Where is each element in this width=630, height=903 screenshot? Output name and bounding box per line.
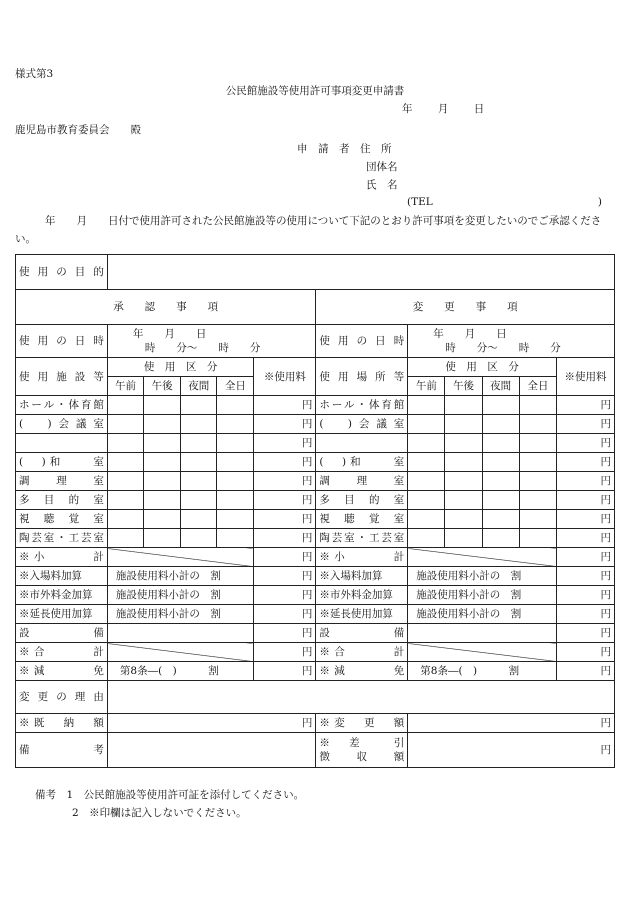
changed-period-cell[interactable] — [482, 529, 519, 548]
approved-period-cell[interactable] — [217, 396, 254, 415]
facility-row — [16, 472, 615, 491]
changed-period-cell[interactable] — [482, 415, 519, 434]
facility-row — [16, 453, 615, 472]
period-pm: 午後 — [144, 377, 181, 396]
changed-period-cell[interactable] — [482, 453, 519, 472]
approved-facility-name: ( )和 室 — [16, 453, 108, 472]
changed-period-cell[interactable] — [445, 529, 482, 548]
intro-text: 年 月 日付で使用許可された公民館施設等の使用について下記のとおり許可事項を変更したいのでご承認ください。 — [15, 215, 602, 245]
reason-field[interactable] — [107, 681, 614, 714]
changed-subtotal-slash — [408, 548, 557, 567]
approved-fee-yen: 円 — [254, 472, 316, 491]
approved-period-cell[interactable] — [107, 396, 143, 415]
facility-row — [16, 529, 615, 548]
approved-period-cell[interactable] — [107, 453, 143, 472]
diff-label-line1: ※ 差 引 — [319, 737, 405, 749]
period-am: 午前 — [408, 377, 445, 396]
period-allday: 全日 — [217, 377, 254, 396]
approved-period-cell[interactable] — [181, 415, 217, 434]
facility-row — [16, 434, 615, 453]
changed-period-cell[interactable] — [445, 434, 482, 453]
reason-label: 変更の理由 — [16, 681, 108, 714]
changed-period-cell[interactable] — [408, 434, 445, 453]
applicant-org-label: 団体名 — [366, 161, 398, 173]
application-date — [402, 101, 484, 116]
changed-total-slash — [408, 643, 557, 662]
changed-surcharge-yen: 円 — [556, 586, 614, 605]
changed-equipment-label: 設 備 — [316, 624, 408, 643]
approved-time-line: 時 分～ 時 分 — [144, 342, 261, 354]
changed-period-cell[interactable] — [445, 472, 482, 491]
change-amount-yen[interactable]: 円 — [408, 714, 615, 733]
approved-equipment-field[interactable] — [107, 624, 254, 643]
approved-period-cell[interactable] — [144, 415, 181, 434]
paid-label: ※既 納 額 — [16, 714, 108, 733]
changed-surcharge-value[interactable]: 施設使用料小計の 割 — [408, 586, 557, 605]
changed-period-cell[interactable] — [445, 453, 482, 472]
approved-period-cell[interactable] — [217, 434, 254, 453]
changed-fee-yen: 円 — [556, 491, 614, 510]
paid-yen[interactable]: 円 — [107, 714, 316, 733]
remarks-field[interactable] — [107, 733, 316, 768]
facility-row — [16, 415, 615, 434]
approved-surcharge-label: ※延長使用加算 — [16, 605, 108, 624]
approved-total-label: ※合 計 — [16, 643, 108, 662]
approved-usage-class: 使 用 区 分 — [107, 358, 254, 377]
diff-yen[interactable]: 円 — [408, 733, 615, 768]
purpose-field[interactable] — [107, 255, 614, 290]
changed-period-cell[interactable] — [408, 510, 445, 529]
changed-surcharge-value[interactable]: 施設使用料小計の 割 — [408, 567, 557, 586]
approved-equipment-yen: 円 — [254, 624, 316, 643]
period-am: 午前 — [107, 377, 143, 396]
facility-row — [16, 510, 615, 529]
tel-close: ) — [597, 196, 602, 208]
changed-period-cell[interactable] — [445, 396, 482, 415]
applicant-tel — [407, 196, 602, 208]
surcharge-row — [16, 567, 615, 586]
surcharge-row — [16, 605, 615, 624]
approved-period-cell[interactable] — [144, 434, 181, 453]
changed-fee-yen: 円 — [556, 510, 614, 529]
changed-datetime-field[interactable] — [408, 325, 615, 358]
approved-date-line: 年 月 日 — [132, 328, 207, 340]
note-2: 2 ※印欄は記入しないでください。 — [72, 807, 247, 819]
approved-period-cell[interactable] — [181, 491, 217, 510]
changed-period-cell[interactable] — [482, 510, 519, 529]
form-title: 公民館施設等使用許可事項変更申請書 — [225, 85, 405, 97]
approved-header: 承 認 事 項 — [16, 290, 316, 325]
addressee: 鹿児島市教育委員会 殿 — [15, 124, 141, 136]
approved-fee-yen: 円 — [254, 510, 316, 529]
changed-subtotal-yen: 円 — [556, 548, 614, 567]
changed-exemption-label: ※減 免 — [316, 662, 408, 681]
approved-subtotal-slash — [107, 548, 254, 567]
changed-datetime-label: 使用の日時 — [316, 325, 408, 358]
approved-fee-yen: 円 — [254, 491, 316, 510]
period-night: 夜間 — [181, 377, 217, 396]
changed-surcharge-value[interactable]: 施設使用料小計の 割 — [408, 605, 557, 624]
approved-period-cell[interactable] — [107, 491, 143, 510]
approved-period-cell[interactable] — [107, 529, 143, 548]
notes — [35, 786, 304, 822]
changed-surcharge-label: ※延長使用加算 — [316, 605, 408, 624]
changed-fee-yen: 円 — [556, 434, 614, 453]
approved-equipment-label: 設 備 — [16, 624, 108, 643]
period-pm: 午後 — [445, 377, 482, 396]
changed-equipment-field[interactable] — [408, 624, 557, 643]
approved-surcharge-value[interactable]: 施設使用料小計の 割 — [107, 605, 254, 624]
approved-surcharge-yen: 円 — [254, 605, 316, 624]
approved-fee-yen: 円 — [254, 396, 316, 415]
approved-facility-name: 多目的室 — [16, 491, 108, 510]
changed-fee-header: ※使用料 — [556, 358, 614, 396]
approved-period-cell[interactable] — [107, 434, 143, 453]
changed-period-cell[interactable] — [408, 396, 445, 415]
approved-period-cell[interactable] — [217, 415, 254, 434]
facility-row — [16, 396, 615, 415]
approved-period-cell[interactable] — [181, 453, 217, 472]
changed-fee-yen: 円 — [556, 453, 614, 472]
approved-period-cell[interactable] — [217, 510, 254, 529]
approved-period-cell[interactable] — [181, 510, 217, 529]
approved-period-cell[interactable] — [144, 529, 181, 548]
approved-surcharge-label: ※市外料金加算 — [16, 586, 108, 605]
approved-total-yen: 円 — [254, 643, 316, 662]
changed-facility-name: 陶芸室・工芸室 — [316, 529, 408, 548]
changed-period-cell[interactable] — [519, 396, 556, 415]
changed-date-line: 年 月 日 — [433, 328, 507, 340]
changed-period-cell[interactable] — [445, 491, 482, 510]
approved-period-cell[interactable] — [144, 472, 181, 491]
approved-datetime-field[interactable] — [107, 325, 316, 358]
changed-period-cell[interactable] — [408, 529, 445, 548]
changed-fee-yen: 円 — [556, 396, 614, 415]
changed-period-cell[interactable] — [519, 453, 556, 472]
date-month: 月 — [437, 103, 449, 115]
approved-period-cell[interactable] — [107, 510, 143, 529]
changed-surcharge-yen: 円 — [556, 567, 614, 586]
changed-period-cell[interactable] — [519, 434, 556, 453]
approved-facility-name — [16, 434, 108, 453]
approved-surcharge-yen: 円 — [254, 567, 316, 586]
approved-facility-name: ホール・体育館 — [16, 396, 108, 415]
approved-period-cell[interactable] — [217, 529, 254, 548]
approved-facility-name: 視聴覚室 — [16, 510, 108, 529]
approved-total-slash — [107, 643, 254, 662]
changed-facility-name: ホール・体育館 — [316, 396, 408, 415]
period-night: 夜間 — [482, 377, 519, 396]
changed-facility-name: 視聴覚室 — [316, 510, 408, 529]
changed-equipment-yen: 円 — [556, 624, 614, 643]
change-request-table — [15, 254, 615, 768]
changed-period-cell[interactable] — [445, 510, 482, 529]
applicant-address-label: 申 請 者 住 所 — [297, 143, 392, 155]
changed-time-line: 時 分～ 時 分 — [445, 342, 561, 354]
period-allday: 全日 — [519, 377, 556, 396]
changed-period-cell[interactable] — [445, 415, 482, 434]
changed-period-cell[interactable] — [482, 434, 519, 453]
approved-fee-header: ※使用料 — [254, 358, 316, 396]
approved-facility-name: ( )会議室 — [16, 415, 108, 434]
approved-surcharge-label: ※入場料加算 — [16, 567, 108, 586]
approved-fee-yen: 円 — [254, 415, 316, 434]
approved-period-cell[interactable] — [217, 453, 254, 472]
diff-label — [316, 733, 408, 768]
changed-period-cell[interactable] — [519, 510, 556, 529]
approved-period-cell[interactable] — [144, 510, 181, 529]
note-1: 備考 1 公民館施設等使用許可証を添付してください。 — [35, 789, 305, 801]
approved-subtotal-yen: 円 — [254, 548, 316, 567]
changed-exemption-value[interactable]: 第8条―( ) 割 — [408, 662, 557, 681]
changed-surcharge-yen: 円 — [556, 605, 614, 624]
changed-surcharge-label: ※入場料加算 — [316, 567, 408, 586]
approved-period-cell[interactable] — [144, 491, 181, 510]
changed-period-cell[interactable] — [519, 472, 556, 491]
facility-label: 使用施設等 — [16, 358, 108, 396]
changed-subtotal-label: ※小 計 — [316, 548, 408, 567]
approved-period-cell[interactable] — [144, 453, 181, 472]
changed-period-cell[interactable] — [519, 529, 556, 548]
approved-exemption-yen: 円 — [254, 662, 316, 681]
surcharge-row — [16, 586, 615, 605]
form-number: 様式第3 — [15, 68, 54, 80]
changed-period-cell[interactable] — [408, 472, 445, 491]
applicant-block — [297, 140, 398, 194]
approved-exemption-label: ※減 免 — [16, 662, 108, 681]
approved-period-cell[interactable] — [181, 434, 217, 453]
approved-exemption-value[interactable]: 第8条―( ) 割 — [107, 662, 254, 681]
changed-facility-name: 多目的室 — [316, 491, 408, 510]
approved-subtotal-label: ※小 計 — [16, 548, 108, 567]
approved-period-cell[interactable] — [217, 491, 254, 510]
changed-facility-name — [316, 434, 408, 453]
changed-period-cell[interactable] — [408, 415, 445, 434]
changed-usage-class: 使 用 区 分 — [408, 358, 557, 377]
approved-fee-yen: 円 — [254, 453, 316, 472]
approved-fee-yen: 円 — [254, 434, 316, 453]
facility-row — [16, 491, 615, 510]
approved-surcharge-value[interactable]: 施設使用料小計の 割 — [107, 586, 254, 605]
changed-total-yen: 円 — [556, 643, 614, 662]
changed-facility-name: ( )会議室 — [316, 415, 408, 434]
changed-period-cell[interactable] — [482, 396, 519, 415]
changed-fee-yen: 円 — [556, 529, 614, 548]
change-amount-label: ※変 更 額 — [316, 714, 408, 733]
approved-period-cell[interactable] — [181, 472, 217, 491]
approved-datetime-label: 使用の日時 — [16, 325, 108, 358]
purpose-label: 使用の目的 — [16, 255, 108, 290]
diff-label-line2: 徴 収 額 — [319, 751, 405, 763]
changed-period-cell[interactable] — [519, 415, 556, 434]
changed-surcharge-label: ※市外料金加算 — [316, 586, 408, 605]
approved-period-cell[interactable] — [181, 529, 217, 548]
approved-facility-name: 調 理 室 — [16, 472, 108, 491]
changed-facility-name: ( )和 室 — [316, 453, 408, 472]
approved-fee-yen: 円 — [254, 529, 316, 548]
changed-period-cell[interactable] — [408, 453, 445, 472]
changed-facility-name: 調 理 室 — [316, 472, 408, 491]
approved-surcharge-yen: 円 — [254, 586, 316, 605]
approved-period-cell[interactable] — [107, 415, 143, 434]
changed-period-cell[interactable] — [482, 472, 519, 491]
place-label: 使用場所等 — [316, 358, 408, 396]
tel-open: (TEL — [407, 196, 433, 208]
date-day: 日 — [473, 103, 485, 115]
changed-fee-yen: 円 — [556, 472, 614, 491]
remarks-label: 備 考 — [16, 733, 108, 768]
changed-exemption-yen: 円 — [556, 662, 614, 681]
changed-period-cell[interactable] — [408, 491, 445, 510]
approved-period-cell[interactable] — [217, 472, 254, 491]
approved-surcharge-value[interactable]: 施設使用料小計の 割 — [107, 567, 254, 586]
approved-period-cell[interactable] — [107, 472, 143, 491]
date-year: 年 — [402, 103, 413, 115]
changed-period-cell[interactable] — [482, 491, 519, 510]
approved-period-cell[interactable] — [144, 396, 181, 415]
changed-total-label: ※合 計 — [316, 643, 408, 662]
changed-fee-yen: 円 — [556, 415, 614, 434]
approved-period-cell[interactable] — [181, 396, 217, 415]
changed-period-cell[interactable] — [519, 491, 556, 510]
applicant-name-label: 氏 名 — [366, 179, 398, 191]
approved-facility-name: 陶芸室・工芸室 — [16, 529, 108, 548]
changed-header: 変 更 事 項 — [316, 290, 615, 325]
